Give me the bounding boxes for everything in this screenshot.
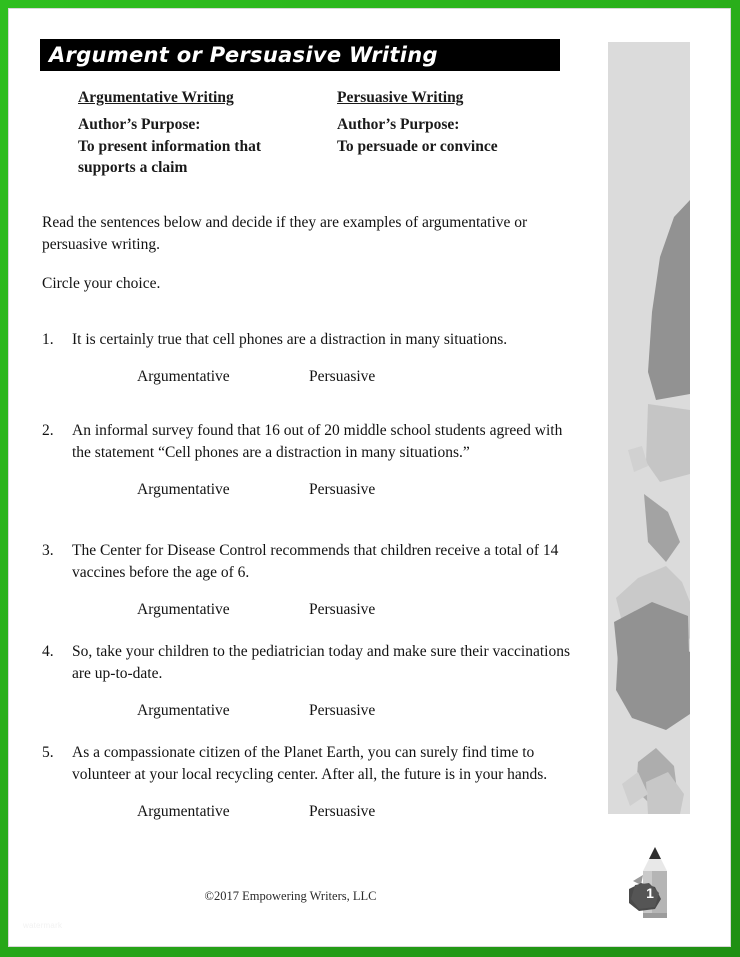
definition-heading-argumentative: Argumentative Writing bbox=[78, 89, 234, 106]
page-title: Argument or Persuasive Writing bbox=[49, 43, 438, 67]
choice-row bbox=[42, 803, 577, 821]
worksheet-title-bar bbox=[40, 39, 560, 71]
question-text: So, take your children to the pediatrician today and make sure their vaccinations are up-to-date. bbox=[72, 643, 570, 682]
question-item bbox=[42, 540, 577, 619]
decorative-abstract-shapes-icon bbox=[608, 42, 690, 814]
choice-row bbox=[42, 481, 577, 499]
choice-row bbox=[42, 601, 577, 619]
worksheet-page bbox=[9, 9, 730, 946]
question-item bbox=[42, 420, 577, 499]
authors-purpose-text-persuasive-line1: To persuade or convince bbox=[337, 137, 498, 155]
choice-argumentative[interactable]: Argumentative bbox=[137, 702, 230, 719]
choice-argumentative[interactable]: Argumentative bbox=[137, 481, 230, 498]
question-text: The Center for Disease Control recommends that children receive a total of 14 vaccines before the age of 6. bbox=[72, 542, 559, 581]
question-row bbox=[42, 420, 577, 464]
question-number: 4. bbox=[42, 643, 54, 660]
question-row bbox=[42, 641, 577, 685]
choice-persuasive[interactable]: Persuasive bbox=[309, 803, 376, 820]
instruction-circle-your-choice: Circle your choice. bbox=[42, 275, 161, 292]
authors-purpose-label-persuasive: Author’s Purpose: bbox=[337, 116, 460, 134]
page-number-badge bbox=[625, 845, 689, 923]
question-item bbox=[42, 742, 577, 821]
decorative-side-image bbox=[608, 42, 690, 814]
question-row bbox=[42, 329, 577, 351]
question-text: It is certainly true that cell phones are a distraction in many situations. bbox=[72, 331, 508, 348]
question-row bbox=[42, 742, 577, 786]
authors-purpose-text-argumentative-line2: supports a claim bbox=[78, 159, 188, 177]
question-number: 1. bbox=[42, 331, 54, 348]
question-item bbox=[42, 329, 577, 386]
choice-persuasive[interactable]: Persuasive bbox=[309, 481, 376, 498]
watermark-text: watermark bbox=[23, 921, 63, 930]
instruction-main: Read the sentences below and decide if they are examples of argumentative or persuasive writing. bbox=[42, 214, 528, 253]
question-number: 3. bbox=[42, 542, 54, 559]
choice-persuasive[interactable]: Persuasive bbox=[309, 368, 376, 385]
choice-argumentative[interactable]: Argumentative bbox=[137, 803, 230, 820]
question-row bbox=[42, 540, 577, 584]
copyright-notice: ©2017 Empowering Writers, LLC bbox=[204, 889, 377, 903]
question-text: As a compassionate citizen of the Planet Earth, you can surely find time to volunteer at your local recycling center. After all, the future is in your hands. bbox=[72, 744, 548, 783]
definition-persuasive bbox=[337, 87, 577, 157]
choice-row bbox=[42, 368, 577, 386]
choice-argumentative[interactable]: Argumentative bbox=[137, 368, 230, 385]
choice-persuasive[interactable]: Persuasive bbox=[309, 702, 376, 719]
question-number: 2. bbox=[42, 422, 54, 439]
question-item bbox=[42, 641, 577, 720]
authors-purpose-text-argumentative-line1: To present information that bbox=[78, 137, 261, 155]
definition-heading-persuasive: Persuasive Writing bbox=[337, 89, 464, 106]
question-text: An informal survey found that 16 out of 20 middle school students agreed with the statement “Cell phones are a distraction in many situations.” bbox=[72, 422, 563, 461]
page-number: 1 bbox=[646, 885, 654, 901]
choice-row bbox=[42, 702, 577, 720]
choice-persuasive[interactable]: Persuasive bbox=[309, 601, 376, 618]
pencil-icon bbox=[625, 845, 689, 923]
question-number: 5. bbox=[42, 744, 54, 761]
authors-purpose-label-argumentative: Author’s Purpose: bbox=[78, 116, 201, 134]
choice-argumentative[interactable]: Argumentative bbox=[137, 601, 230, 618]
definition-argumentative bbox=[78, 87, 318, 179]
